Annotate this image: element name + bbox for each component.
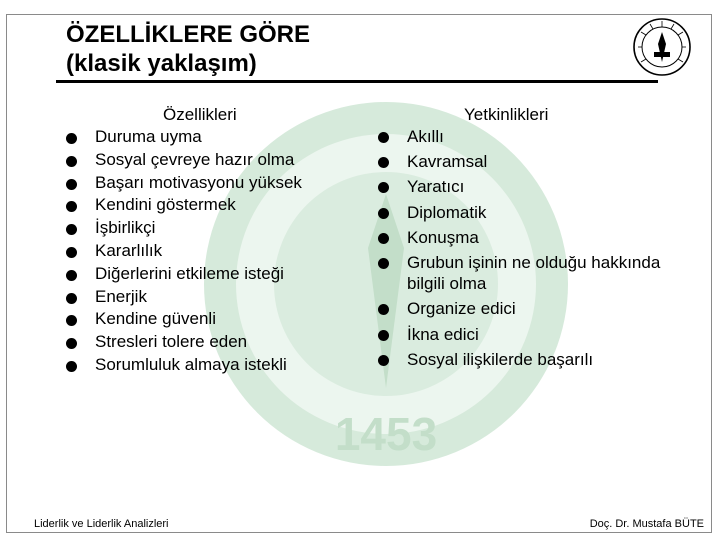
list-item [66, 126, 356, 149]
footer-author: Doç. Dr. Mustafa BÜTE [589, 518, 704, 530]
list-item-text: Grubun işinin ne olduğu hakkında bilgili olma [407, 253, 661, 294]
bullet-icon [66, 179, 77, 190]
list-item-text: Diplomatik [407, 202, 487, 222]
list-item [66, 354, 356, 377]
list-item-text: Kendine güvenli [95, 309, 216, 329]
bullet-icon [378, 258, 389, 269]
bullet-icon [66, 201, 77, 212]
list-item [378, 202, 678, 227]
bullet-icon [66, 315, 77, 326]
traits-column [66, 104, 356, 377]
list-item [66, 172, 356, 195]
title-line-2: (klasik yaklaşım) [66, 50, 257, 77]
bullet-icon [378, 233, 389, 244]
bullet-icon [66, 361, 77, 372]
title-underline [56, 80, 658, 83]
list-item-text: Duruma uyma [95, 127, 202, 146]
list-item-text: Akıllı [407, 127, 444, 146]
list-item [66, 286, 356, 309]
list-item-text: Enerjik [95, 286, 147, 306]
bullet-icon [378, 132, 389, 143]
bullet-icon [378, 208, 389, 219]
list-item-text: Konuşma [407, 227, 479, 247]
competencies-column [378, 104, 678, 374]
bullet-icon [66, 156, 77, 167]
list-item [66, 240, 356, 263]
traits-list [66, 126, 356, 377]
list-item-text: Kavramsal [407, 152, 488, 172]
list-item [378, 349, 678, 374]
bullet-icon [66, 293, 77, 304]
list-item [66, 194, 356, 217]
list-item [378, 227, 678, 252]
list-item-text: Sosyal ilişkilerde başarılı [407, 349, 594, 369]
university-seal-logo [628, 16, 696, 78]
list-item [66, 331, 356, 354]
list-item [378, 126, 678, 151]
list-item [378, 252, 678, 298]
list-item [378, 298, 678, 323]
list-item-text: Sorumluluk almaya istekli [95, 354, 287, 374]
list-item-text: Başarı motivasyonu yüksek [95, 172, 302, 192]
list-item [66, 263, 356, 286]
title-line-1: ÖZELLİKLERE GÖRE [66, 21, 311, 48]
list-item-text: Organize edici [407, 299, 516, 319]
bullet-icon [66, 133, 77, 144]
bullet-icon [378, 355, 389, 366]
competencies-list [378, 126, 678, 374]
competencies-heading: Yetkinlikleri [464, 105, 549, 124]
list-item-text: Diğerlerini etkileme isteği [95, 263, 284, 283]
list-item [378, 151, 678, 176]
bullet-icon [378, 182, 389, 193]
slide-title [66, 20, 310, 78]
list-item [378, 324, 678, 349]
list-item [66, 308, 356, 331]
list-item [66, 149, 356, 172]
bullet-icon [66, 224, 77, 235]
bullet-icon [66, 338, 77, 349]
bullet-icon [378, 304, 389, 315]
watermark-year: 1453 [334, 408, 438, 460]
list-item-text: Kararlılık [95, 240, 163, 260]
list-item-text: Stresleri tolere eden [95, 332, 248, 352]
list-item-text: Yaratıcı [407, 177, 465, 197]
list-item-text: Sosyal çevreye hazır olma [95, 149, 295, 169]
bullet-icon [378, 157, 389, 168]
list-item-text: İşbirlikçi [95, 218, 156, 238]
bullet-icon [66, 270, 77, 281]
bullet-icon [66, 247, 77, 258]
list-item-text: İkna edici [407, 324, 479, 344]
footer-course-title: Liderlik ve Liderlik Analizleri [34, 518, 169, 530]
list-item-text: Kendini göstermek [95, 195, 236, 215]
traits-heading: Özellikleri [163, 105, 237, 124]
list-item [66, 217, 356, 240]
list-item [378, 176, 678, 201]
bullet-icon [378, 330, 389, 341]
